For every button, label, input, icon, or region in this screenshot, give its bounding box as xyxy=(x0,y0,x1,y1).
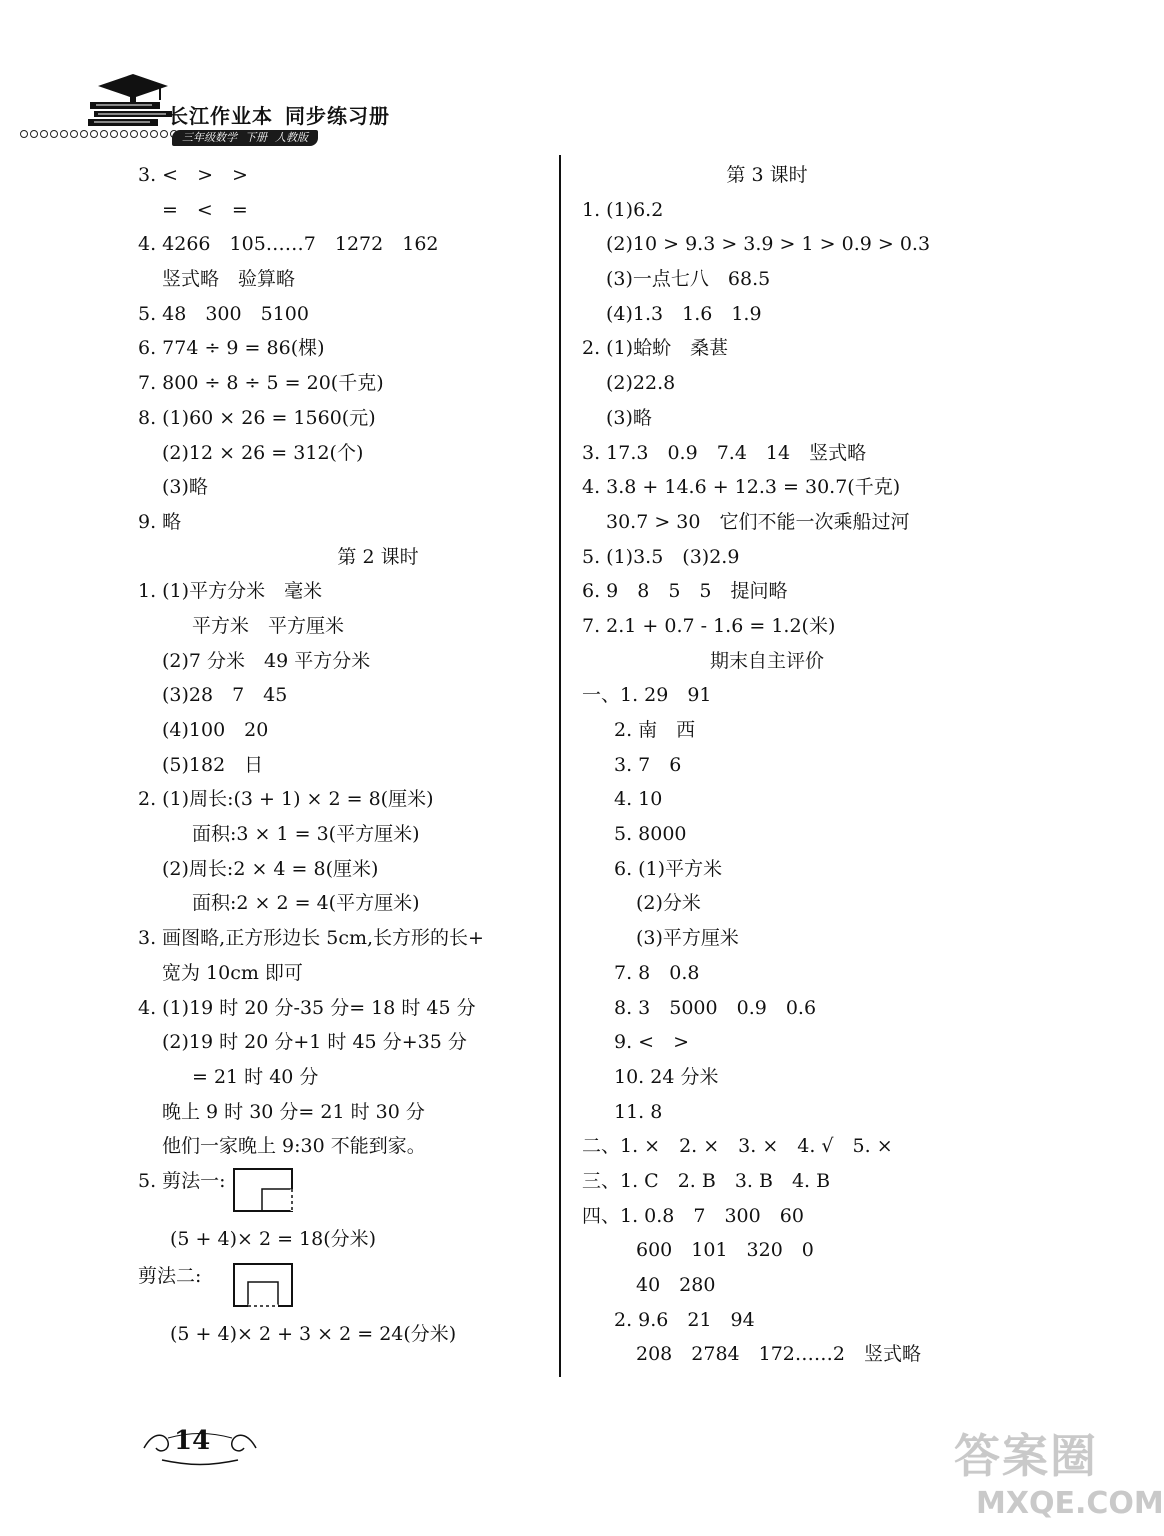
answer-line: (2)分米 xyxy=(636,892,701,915)
answer-line: (5)182 日 xyxy=(162,753,264,776)
right-column xyxy=(582,158,1102,1372)
answer-line: 宽为 10cm 即可 xyxy=(162,961,303,984)
answer-line: (3)略 xyxy=(162,476,208,499)
answer-line: = 21 时 40 分 xyxy=(192,1065,319,1088)
answer-line: 他们一家晚上 9:30 不能到家。 xyxy=(162,1135,426,1158)
graduation-cap-books-icon xyxy=(88,72,178,130)
answer-line: 4. 3.8 + 14.6 + 12.3 = 30.7(千克) xyxy=(582,476,901,499)
answer-line: (3)平方厘米 xyxy=(636,927,739,950)
answer-line: 面积:2 × 2 = 4(平方厘米) xyxy=(192,892,420,915)
answer-line: 1. (1)6.2 xyxy=(582,198,664,221)
answer-line: 6. 774 ÷ 9 = 86(棵) xyxy=(138,337,325,360)
answer-line: 面积:3 × 1 = 3(平方厘米) xyxy=(192,823,420,846)
answer-line: (3)略 xyxy=(606,406,652,429)
answer-line: 30.7 > 30 它们不能一次乘船过河 xyxy=(606,510,910,533)
answer-line: 2. (1)周长:(3 + 1) × 2 = 8(厘米) xyxy=(138,788,434,811)
answer-line: 二、1. × 2. × 3. × 4. √ 5. × xyxy=(582,1135,893,1158)
answer-line: 3. 画图略,正方形边长 5cm,长方形的长+ xyxy=(138,927,484,950)
answer-line: 2. (1)蛤蚧 桑葚 xyxy=(582,337,729,360)
cut-method-1-figure xyxy=(232,1167,296,1213)
answer-line: (2)19 时 20 分+1 时 45 分+35 分 xyxy=(162,1031,467,1054)
answer-line: 40 280 xyxy=(636,1274,716,1296)
answer-line: 5. 8000 xyxy=(614,823,687,846)
answer-line: (4)100 20 xyxy=(162,719,269,741)
answer-line: 11. 8 xyxy=(614,1100,663,1123)
answer-line: 10. 24 分米 xyxy=(614,1065,719,1088)
answer-line: 5. 48 300 5100 xyxy=(138,302,309,325)
answer-line: (2)12 × 26 = 312(个) xyxy=(162,441,364,464)
answer-line: 4. (1)19 时 20 分-35 分= 18 时 45 分 xyxy=(138,996,476,1019)
answer-line: (2)周长:2 × 4 = 8(厘米) xyxy=(162,857,379,880)
page-number-ornament xyxy=(140,1420,260,1470)
answer-line: (4)1.3 1.6 1.9 xyxy=(606,302,762,325)
left-column xyxy=(138,158,558,1351)
answer-line: (2)22.8 xyxy=(606,372,676,395)
cut-method-2 xyxy=(138,1259,558,1317)
answer-line: 三、1. C 2. B 3. B 4. B xyxy=(582,1169,831,1192)
cut-method-2-label: 剪法二: xyxy=(138,1264,202,1287)
answer-line: 8. 3 5000 0.9 0.6 xyxy=(614,996,817,1019)
watermark xyxy=(946,1420,1164,1532)
answer-line: 6. 9 8 5 5 提问略 xyxy=(582,580,788,603)
answer-line: (2)10 > 9.3 > 3.9 > 1 > 0.9 > 0.3 xyxy=(606,233,931,256)
answer-line: 600 101 320 0 xyxy=(636,1239,814,1262)
answer-line: (2)7 分米 49 平方分米 xyxy=(162,649,371,672)
book-title: 长江作业本 同步练习册 xyxy=(168,104,390,128)
answer-line: 1. (1)平方分米 毫米 xyxy=(138,580,323,603)
answer-line: 4. 4266 105……7 1272 162 xyxy=(138,233,439,256)
edition-badge: 三年级数学 下册 人教版 xyxy=(172,130,318,146)
answer-line: 平方米 平方厘米 xyxy=(192,614,345,637)
answer-line: 5. (1)3.5 (3)2.9 xyxy=(582,545,740,568)
answer-line: 晚上 9 时 30 分= 21 时 30 分 xyxy=(162,1100,425,1123)
cut-method-2-formula: (5 + 4)× 2 + 3 × 2 = 24(分米) xyxy=(170,1322,457,1345)
right-answer-lines xyxy=(582,158,1102,1372)
cut-method-1-formula: (5 + 4)× 2 = 18(分米) xyxy=(170,1227,377,1250)
answer-line: 7. 800 ÷ 8 ÷ 5 = 20(千克) xyxy=(138,372,384,395)
answer-line: 6. (1)平方米 xyxy=(614,857,723,880)
answer-line: 3. < > > xyxy=(138,164,248,186)
section-heading: 第 3 课时 xyxy=(726,164,808,186)
answer-line: 2. 南 西 xyxy=(614,719,696,741)
answer-line: = < = xyxy=(162,198,248,221)
watermark-text: 答案圈 xyxy=(954,1429,1098,1483)
answer-line: 四、1. 0.8 7 300 60 xyxy=(582,1204,804,1227)
answer-line: 竖式略 验算略 xyxy=(162,268,296,291)
answer-line: 7. 8 0.8 xyxy=(614,961,700,984)
answer-line: 3. 17.3 0.9 7.4 14 竖式略 xyxy=(582,441,867,464)
dotted-rule xyxy=(20,130,178,138)
answer-line: (3)一点七八 68.5 xyxy=(606,268,771,291)
answer-line: 4. 10 xyxy=(614,788,663,811)
answer-line: 一、1. 29 91 xyxy=(582,684,712,707)
answer-line: 3. 7 6 xyxy=(614,753,682,776)
answer-line: (3)28 7 45 xyxy=(162,684,288,707)
book-header xyxy=(20,70,420,150)
cut-method-2-figure xyxy=(232,1262,296,1308)
left-answer-lines xyxy=(138,158,558,1164)
watermark-url: MXQE.COM xyxy=(976,1486,1164,1521)
section-heading: 第 2 课时 xyxy=(337,545,419,568)
answer-line: 2. 9.6 21 94 xyxy=(614,1308,755,1331)
answer-line: 208 2784 172……2 竖式略 xyxy=(636,1343,921,1366)
cut-method-1 xyxy=(138,1164,558,1222)
cut-method-1-label: 5. 剪法一: xyxy=(138,1169,226,1192)
answer-line: 9. 略 xyxy=(138,510,182,533)
page-number: 14 xyxy=(174,1426,211,1456)
column-divider xyxy=(559,155,561,1377)
answer-line: 8. (1)60 × 26 = 1560(元) xyxy=(138,406,376,429)
section-heading: 期末自主评价 xyxy=(709,649,824,672)
answer-line: 7. 2.1 + 0.7 - 1.6 = 1.2(米) xyxy=(582,614,836,637)
answer-line: 9. < > xyxy=(614,1031,690,1054)
